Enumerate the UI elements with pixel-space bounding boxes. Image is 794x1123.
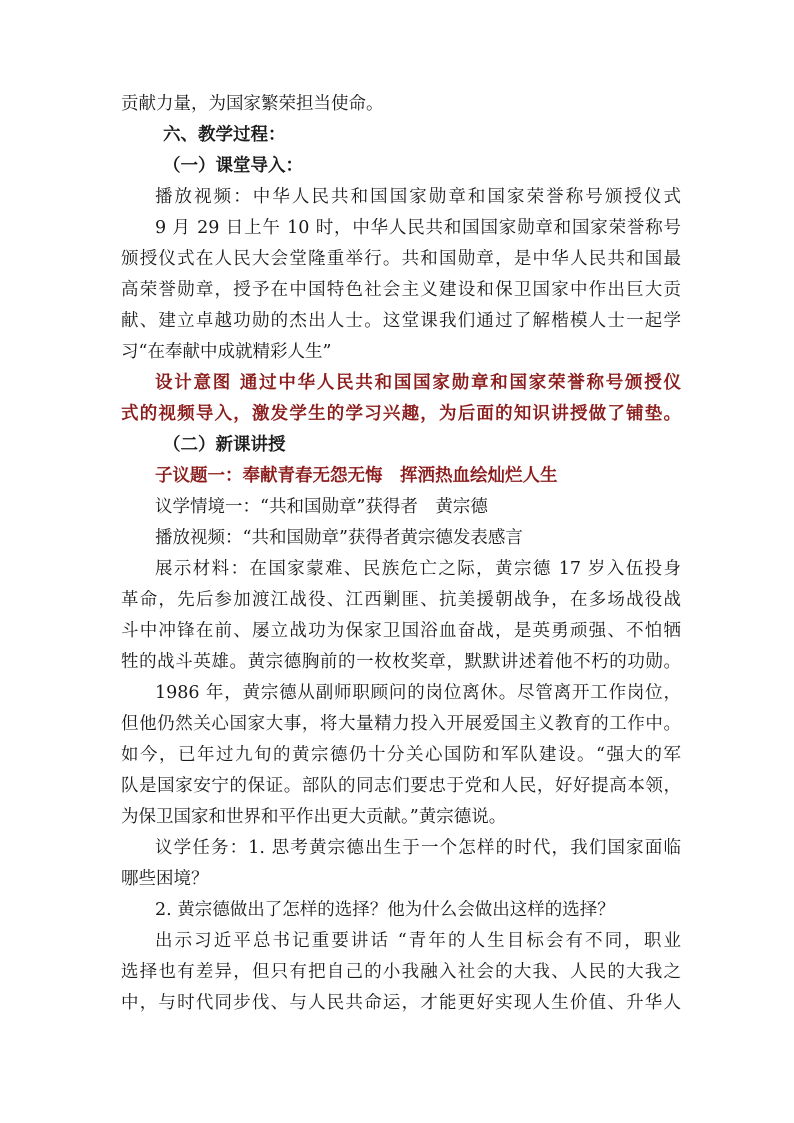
text-line: 议学情境一：“共和国勋章”获得者 黄宗德 (155, 497, 488, 517)
text-line: 高荣誉勋章，授予在中国特色社会主义建设和保卫国家中作出巨大贡 (121, 280, 681, 300)
text-line: 斗中冲锋在前、屡立战功为保家卫国浴血奋战，是英勇顽强、不怕牺 (121, 621, 681, 641)
text-line: 哪些困境？ (121, 869, 209, 889)
sub-topic-heading: 子议题一：奉献青春无怨无悔 挥洒热血绘灿烂人生 (155, 466, 558, 486)
text-line: 播放视频：中华人民共和国国家勋章和国家荣誉称号颁授仪式 (155, 187, 681, 207)
text-line: 颁授仪式在人民大会堂隆重举行。共和国勋章，是中华人民共和国最 (121, 249, 681, 269)
text-line: 献、建立卓越功勋的杰出人士。这堂课我们通过了解楷模人士一起学 (121, 311, 681, 331)
text-line: 9 月 29 日上午 10 时，中华人民共和国国家勋章和国家荣誉称号 (155, 218, 681, 238)
text-line: 队是国家安宁的保证。部队的同志们要忠于党和人民，好好提高本领， (121, 776, 681, 796)
text-line: 但他仍然关心国家大事，将大量精力投入开展爱国主义教育的工作中。 (121, 714, 681, 734)
text-line: 播放视频：“共和国勋章”获得者黄宗德发表感言 (155, 528, 523, 548)
text-line: 牲的战斗英雄。黄宗德胸前的一枚枚奖章，默默讲述着他不朽的功勋。 (121, 652, 681, 672)
text-line: 选择也有差异，但只有把自己的小我融入社会的大我、人民的大我之 (121, 962, 681, 982)
text-line: 2. 黄宗德做出了怎样的选择？他为什么会做出这样的选择？ (155, 900, 615, 920)
text-line: 如今，已年过九旬的黄宗德仍十分关心国防和军队建设。“强大的军 (121, 745, 681, 765)
text-line: 革命，先后参加渡江战役、江西剿匪、抗美援朝战争，在多场战役战 (121, 590, 681, 610)
design-intent-line: 设计意图 通过中华人民共和国国家勋章和国家荣誉称号颁授仪 (155, 373, 681, 393)
text-line: 贡献力量，为国家繁荣担当使命。 (121, 94, 384, 114)
text-line: 议学任务：1. 思考黄宗德出生于一个怎样的时代，我们国家面临 (155, 838, 681, 858)
text-line: 1986 年，黄宗德从副师职顾问的岗位离休。尽管离开工作岗位， (155, 683, 681, 703)
text-line: 习“在奉献中成就精彩人生” (121, 342, 332, 362)
subsection-heading: （一）课堂导入： (163, 156, 303, 176)
design-intent-line: 式的视频导入，激发学生的学习兴趣，为后面的知识讲授做了铺垫。 (121, 404, 681, 424)
subsection-heading: （二）新课讲授 (163, 435, 286, 455)
text-line: 展示材料：在国家蒙难、民族危亡之际，黄宗德 17 岁入伍投身 (155, 559, 681, 579)
text-line: 中，与时代同步伐、与人民共命运，才能更好实现人生价值、升华人 (121, 993, 681, 1013)
text-line: 为保卫国家和世界和平作出更大贡献。”黄宗德说。 (121, 807, 507, 827)
text-line: 出示习近平总书记重要讲话 “青年的人生目标会有不同，职业 (155, 931, 681, 951)
section-heading: 六、教学过程： (163, 125, 286, 145)
